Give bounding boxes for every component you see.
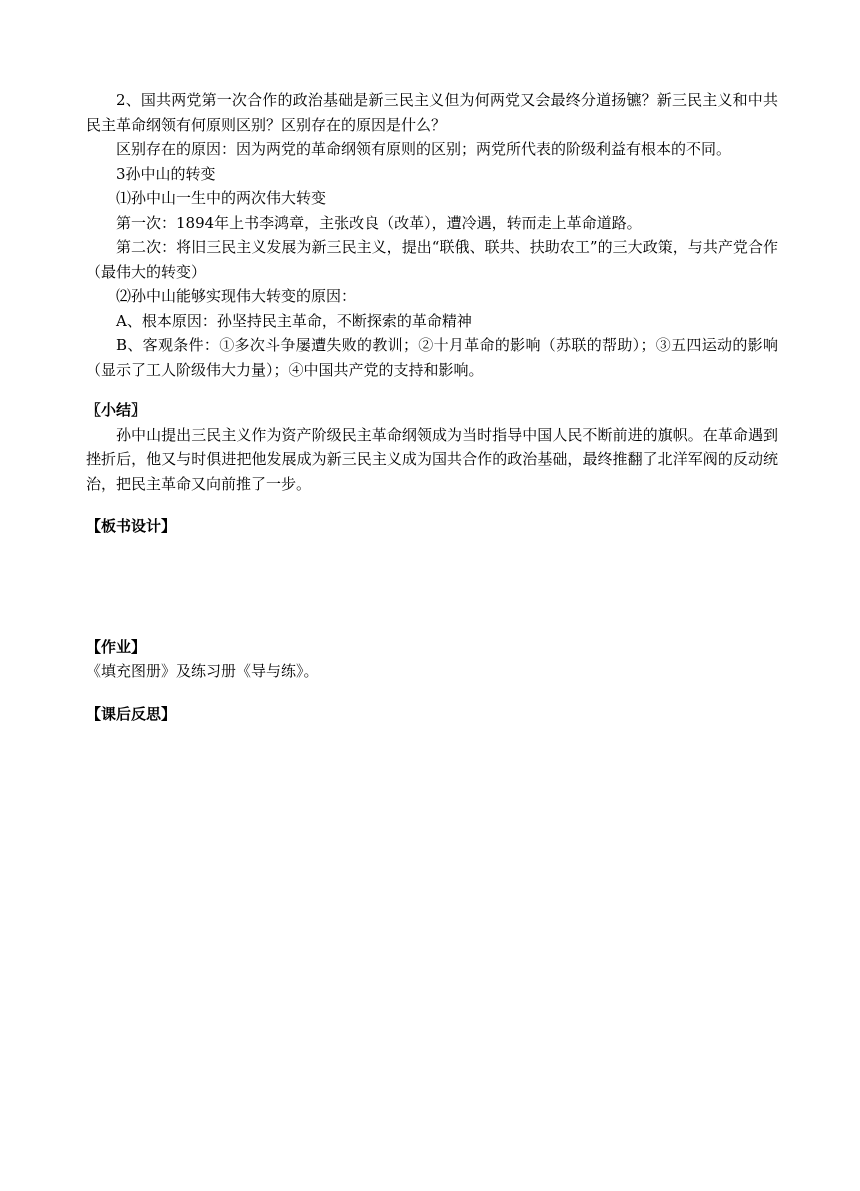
homework-text: 《填充图册》及练习册《导与练》。 xyxy=(86,662,319,680)
question-2: 2、国共两党第一次合作的政治基础是新三民主义但为何两党又会最终分道扬镳？新三民主义和中共民主革命纲领有何原则区别？区别存在的原因是什么？ xyxy=(86,91,778,134)
section-3-sub2: ⑵孙中山能够实现伟大转变的原因： xyxy=(116,287,357,305)
section-3-sub1: ⑴孙中山一生中的两次伟大转变 xyxy=(116,189,327,207)
summary-text: 孙中山提出三民主义作为资产阶级民主革命纲领成为当时指导中国人民不断前进的旗帜。在革命遇到挫折后，他又与时俱进把他发展成为新三民主义成为国共合作的政治基础，最终推翻了北洋军阀的反动统治，把民主革命又向前推了一步。 xyxy=(86,425,778,493)
document-page xyxy=(86,88,778,726)
transformation-second: 第二次：将旧三民主义发展为新三民主义，提出“联俄、联共、扶助农工”的三大政策，与共产党合作（最伟大的转变） xyxy=(86,238,778,281)
reflection-heading: 【课后反思】 xyxy=(86,704,177,723)
board-design-heading: 【板书设计】 xyxy=(86,517,177,535)
reason-b: B、客观条件：①多次斗争屡遭失败的教训；②十月革命的影响（苏联的帮助）；③五四运动的影响（显示了工人阶级伟大力量）；④中国共产党的支持和影响。 xyxy=(86,336,778,379)
homework-heading: 【作业】 xyxy=(86,637,147,656)
transformation-first: 第一次：1894年上书李鸿章，主张改良（改革），遭冷遇，转而走上革命道路。 xyxy=(116,213,642,232)
reason-a: A、根本原因：孙坚持民主革命，不断探索的革命精神 xyxy=(116,311,472,330)
section-3-title: 3孙中山的转变 xyxy=(116,164,216,183)
question-2-answer: 区别存在的原因：因为两党的革命纲领有原则的区别；两党所代表的阶级利益有根本的不同。 xyxy=(116,140,732,158)
summary-heading: 〖小结〗 xyxy=(86,401,147,419)
